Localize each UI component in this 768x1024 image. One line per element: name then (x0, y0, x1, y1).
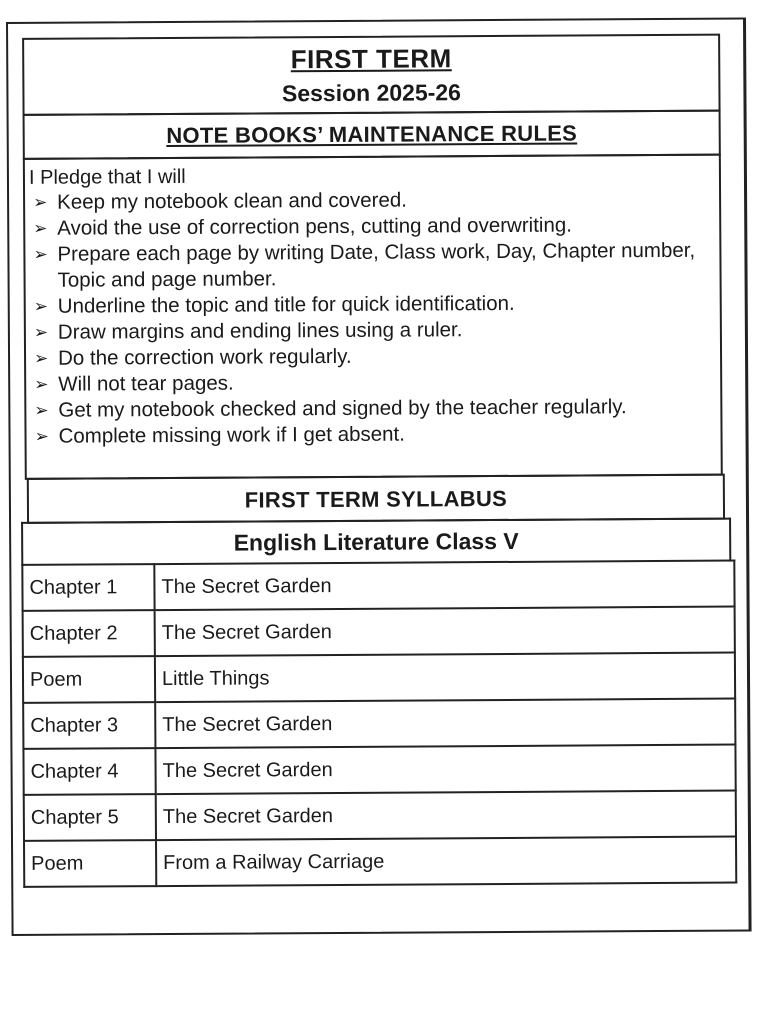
chapter-cell: Chapter 1 (22, 564, 154, 611)
syllabus-table (21, 560, 737, 888)
rules-title: NOTE BOOKS’ MAINTENANCE RULES (23, 110, 721, 160)
rule-text: Draw margins and ending lines using a ruler. (57, 318, 463, 344)
rule-text: Avoid the use of correction pens, cutting and overwriting. (57, 213, 573, 240)
header-box (22, 34, 720, 116)
blank-footer-area (13, 869, 748, 933)
rule-text: Underline the topic and title for quick identification. (57, 291, 515, 318)
table-row (23, 607, 735, 657)
rule-text: Get my notebook checked and signed by the teacher regularly. (58, 395, 627, 422)
table-row (22, 561, 734, 611)
chapter-cell: Chapter 4 (23, 748, 155, 795)
syllabus-title: FIRST TERM SYLLABUS (27, 474, 725, 524)
rules-box (23, 154, 723, 480)
arrow-bullet-icon: ➢ (34, 400, 49, 420)
chapter-cell: Poem (23, 656, 155, 703)
arrow-bullet-icon: ➢ (33, 192, 48, 212)
topic-cell: The Secret Garden (155, 699, 735, 749)
arrow-bullet-icon: ➢ (33, 322, 49, 342)
rule-text: Prepare each page by writing Date, Class work, Day, Chapter number, Topic and page number. (57, 238, 696, 292)
table-row (24, 791, 736, 841)
pledge-text: I Pledge that I will (28, 165, 186, 189)
session-label: Session 2025-26 (281, 79, 462, 107)
arrow-bullet-icon: ➢ (33, 296, 49, 316)
topic-cell: The Secret Garden (155, 745, 735, 795)
term-title: FIRST TERM (290, 43, 452, 75)
rule-text: Keep my notebook clean and covered. (57, 188, 408, 214)
topic-cell: Little Things (155, 653, 735, 703)
arrow-bullet-icon: ➢ (34, 426, 49, 446)
rule-text: Complete missing work if I get absent. (58, 422, 405, 448)
table-row (23, 699, 735, 749)
rules-list (29, 186, 721, 450)
topic-cell: The Secret Garden (154, 561, 734, 611)
rule-text: Will not tear pages. (58, 371, 234, 396)
chapter-cell: Poem (24, 840, 156, 887)
document-page (6, 17, 752, 936)
arrow-bullet-icon: ➢ (34, 374, 49, 394)
topic-cell: From a Railway Carriage (156, 837, 736, 887)
topic-cell: The Secret Garden (156, 791, 736, 841)
chapter-cell: Chapter 3 (23, 702, 155, 749)
rule-item (30, 420, 720, 450)
chapter-cell: Chapter 5 (24, 794, 156, 841)
rule-item (29, 238, 719, 294)
chapter-cell: Chapter 2 (23, 610, 155, 657)
arrow-bullet-icon: ➢ (33, 348, 49, 368)
rule-text: Do the correction work regularly. (57, 344, 352, 370)
table-row (23, 745, 735, 795)
table-row (23, 653, 735, 703)
arrow-bullet-icon: ➢ (33, 244, 48, 264)
syllabus-subtitle: English Literature Class V (21, 518, 731, 566)
arrow-bullet-icon: ➢ (33, 218, 48, 238)
topic-cell: The Secret Garden (155, 607, 735, 657)
